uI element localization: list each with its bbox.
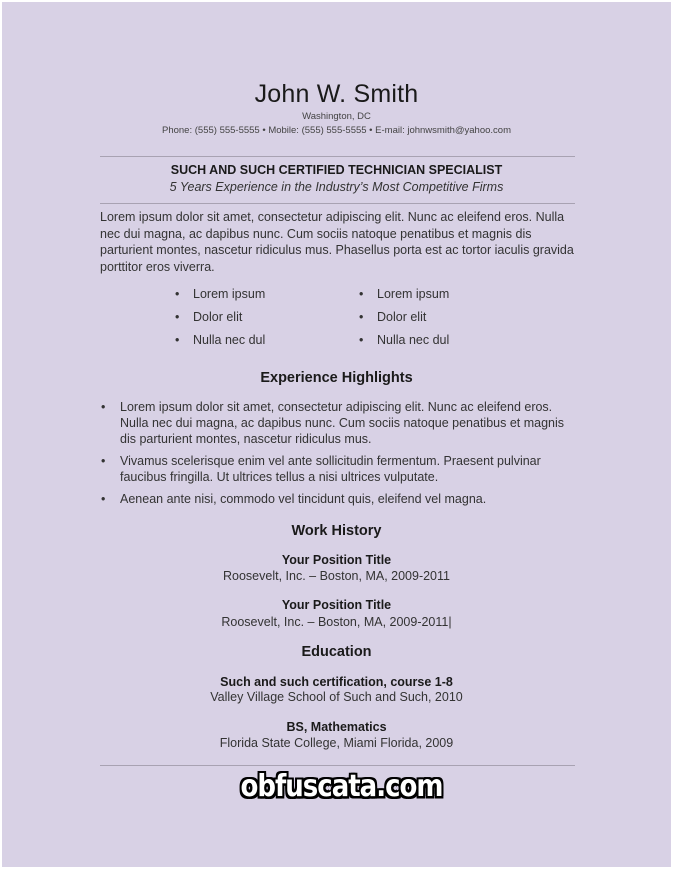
bottom-divider <box>100 765 575 766</box>
work-history-heading: Work History <box>291 523 382 539</box>
bullet-icon: • <box>359 310 364 324</box>
job-position-title: Your Position Title <box>281 553 392 567</box>
list-item <box>100 491 580 507</box>
skill-label: Nulla nec dul <box>377 333 450 347</box>
job-position-title: Your Position Title <box>281 598 392 612</box>
skill-label: Lorem ipsum <box>193 287 266 301</box>
watermark-text: obfuscata.com <box>240 769 443 805</box>
headline-title: SUCH AND SUCH CERTIFIED TECHNICIAN SPECIALIST <box>170 163 503 177</box>
bullet-icon: • <box>175 333 180 347</box>
education-school: Florida State College, Miami Florida, 2009 <box>219 736 454 750</box>
education-heading: Education <box>301 644 372 660</box>
education-school: Valley Village School of Such and Such, 2010 <box>210 690 463 704</box>
bullet-icon: • <box>101 492 106 506</box>
top-divider <box>100 156 575 157</box>
bullet-icon: • <box>101 454 106 468</box>
list-item <box>100 453 580 485</box>
experience-text: Aenean ante nisi, commodo vel tincidunt quis, eleifend vel magna. <box>120 492 487 506</box>
list-item <box>100 399 580 447</box>
skill-item <box>359 310 426 324</box>
education-degree: Such and such certification, course 1-8 <box>220 675 453 689</box>
experience-text: Vivamus scelerisque enim vel ante sollicitudin fermentum. Praesent pulvinar faucibus fringilla. Ut ultrices tellus a nisi ultrices vulputate. <box>120 454 541 484</box>
job-details: Roosevelt, Inc. – Boston, MA, 2009-2011 <box>223 569 450 583</box>
skill-item <box>359 287 449 301</box>
bullet-icon: • <box>359 333 364 347</box>
bullet-icon: • <box>359 287 364 301</box>
headline-subtitle: 5 Years Experience in the Industry’s Most Competitive Firms <box>169 180 504 194</box>
skill-label: Lorem ipsum <box>377 287 450 301</box>
skill-item <box>175 287 265 301</box>
experience-text: Lorem ipsum dolor sit amet, consectetur adipiscing elit. Nunc ac eleifend eros. Nulla nec dui magna, ac dapibus nunc. Cum sociis natoque penatibus et magnis dis parturient montes, nascetur ridiculus mus. <box>120 400 565 446</box>
bullet-icon: • <box>101 400 106 414</box>
experience-heading: Experience Highlights <box>260 370 413 386</box>
skill-label: Dolor elit <box>377 310 427 324</box>
applicant-name: John W. Smith <box>254 80 419 108</box>
contact-info: Phone: (555) 555-5555 • Mobile: (555) 555-5555 • E-mail: johnwsmith@yahoo.com <box>162 125 511 136</box>
applicant-location: Washington, DC <box>302 111 371 122</box>
job-details: Roosevelt, Inc. – Boston, MA, 2009-2011| <box>221 615 452 629</box>
experience-list <box>100 399 580 513</box>
headline-divider <box>100 203 575 204</box>
skill-item <box>175 333 265 347</box>
education-degree: BS, Mathematics <box>286 720 387 734</box>
bullet-icon: • <box>175 287 180 301</box>
skill-item <box>359 333 449 347</box>
skill-label: Nulla nec dul <box>193 333 266 347</box>
skill-label: Dolor elit <box>193 310 243 324</box>
skill-item <box>175 310 242 324</box>
bullet-icon: • <box>175 310 180 324</box>
summary-paragraph: Lorem ipsum dolor sit amet, consectetur adipiscing elit. Nunc ac eleifend eros. Nulla nec dui magna, ac dapibus nunc. Cum sociis natoque penatibus et magnis dis parturient montes, nascetur ridiculus mus. Phasellus porta est ac tortor iaculis gravida porttitor eros viverra. <box>100 210 574 274</box>
